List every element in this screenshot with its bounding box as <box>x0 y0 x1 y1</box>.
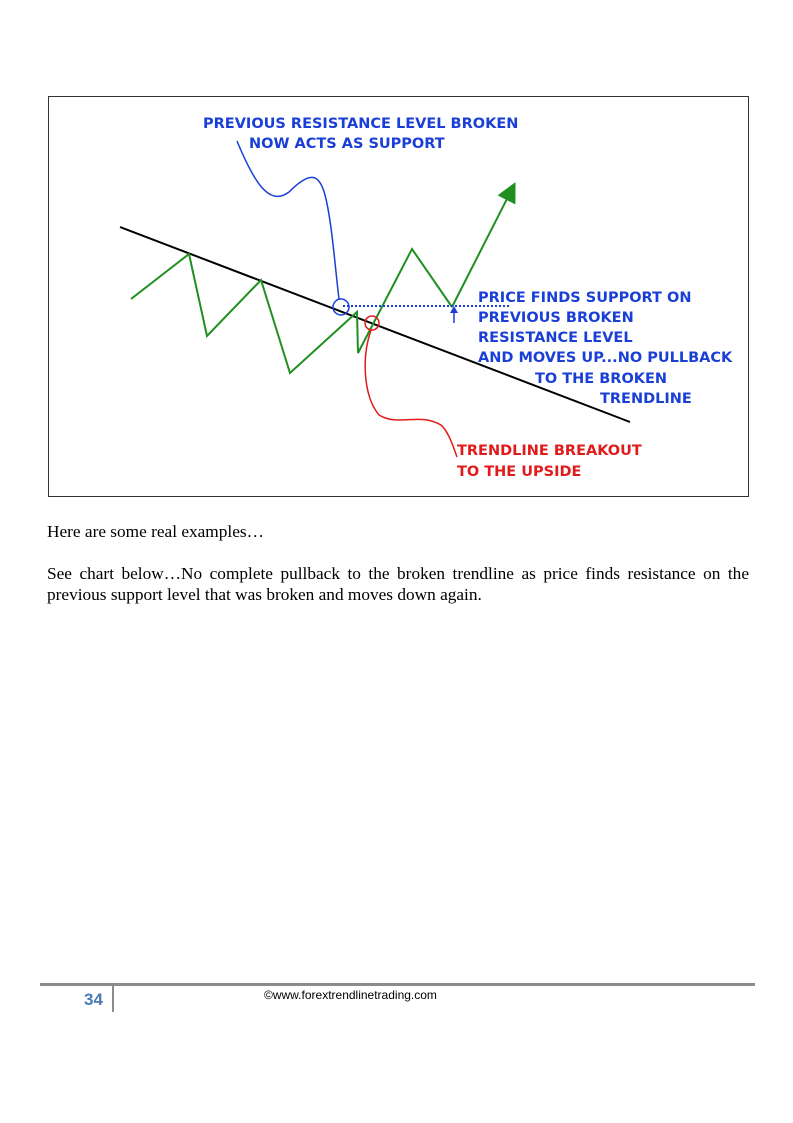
price-path <box>131 249 452 373</box>
red-callout-curve <box>365 330 457 457</box>
support-callout-line-2: PREVIOUS BROKEN <box>478 310 634 326</box>
body-paragraph-1: Here are some real examples… <box>47 522 264 541</box>
body-paragraph-2: See chart below…No complete pullback to the broken trendline as price finds resistance on the previous support level that was broken and moves down again. <box>47 564 749 604</box>
copyright-text: ©www.forextrendlinetrading.com <box>264 988 437 1002</box>
support-callout-line-6: TRENDLINE <box>600 391 692 407</box>
support-callout-line-4: AND MOVES UP...NO PULLBACK <box>478 350 733 366</box>
page-number-separator <box>112 986 114 1012</box>
blue-callout-line-1: PREVIOUS RESISTANCE LEVEL BROKEN <box>203 116 519 132</box>
trendline-diagram <box>48 96 749 497</box>
footer-rule <box>40 983 755 986</box>
diagram-svg <box>49 97 750 498</box>
blue-callout-line-2: NOW ACTS AS SUPPORT <box>249 136 445 152</box>
blue-callout-curve <box>237 141 339 299</box>
support-circle <box>333 299 349 315</box>
red-callout-line-2: TO THE UPSIDE <box>457 464 582 480</box>
support-callout-line-1: PRICE FINDS SUPPORT ON <box>478 290 692 306</box>
page-number: 34 <box>84 990 103 1009</box>
support-callout-line-3: RESISTANCE LEVEL <box>478 330 633 346</box>
support-callout-line-5: TO THE BROKEN <box>535 371 668 387</box>
red-callout-line-1: TRENDLINE BREAKOUT <box>457 443 642 459</box>
